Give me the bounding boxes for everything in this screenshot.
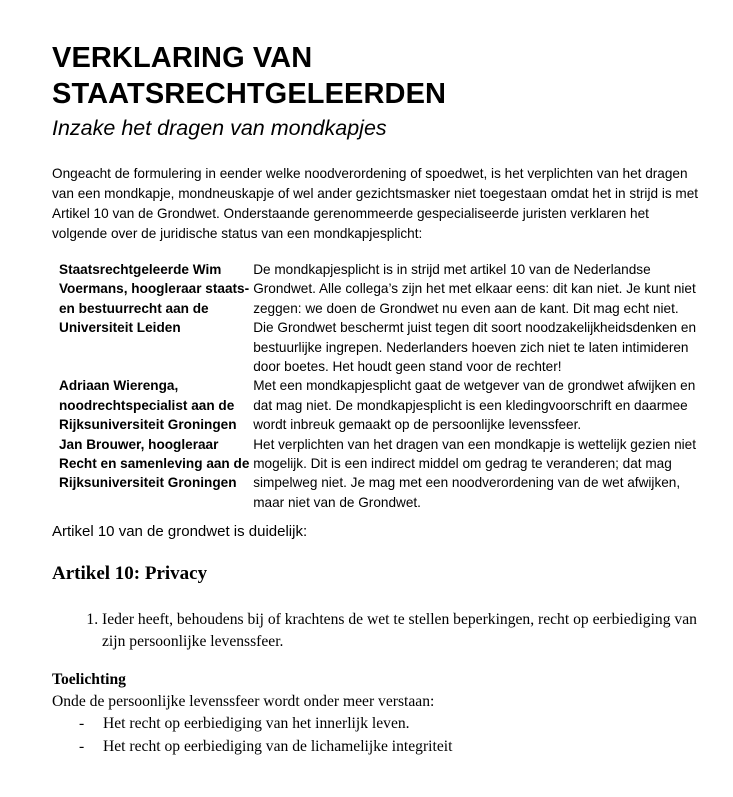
- statement-text: Met een mondkapjesplicht gaat de wetgever van de grondwet afwijken en dat mag niet. De mondkapjesplicht is een kledingvoorschrift en daarmee wordt inbreuk gemaakt op de persoonlijke levenssfeer.: [253, 378, 696, 433]
- artikel-heading: Artikel 10: Privacy: [52, 563, 208, 585]
- statements-table: [59, 260, 699, 512]
- list-item: [52, 735, 712, 758]
- document-page: [52, 40, 712, 758]
- document-title: VERKLARING VAN STAATSRECHTGELEERDEN: [52, 42, 447, 110]
- dash-bullet: -: [79, 738, 85, 756]
- statement-author: Adriaan Wierenga, noodrechtspecialist aan de Rijksuniversiteit Groningen: [59, 378, 237, 433]
- document-subtitle: Inzake het dragen van mondkapjes: [52, 116, 387, 140]
- artikel-item: 1. Ieder heeft, behoudens bij of krachtens de wet te stellen beperkingen, recht op eerbiediging van zijn persoonlijke levenssfeer.: [102, 609, 712, 653]
- statement-author: Jan Brouwer, hoogleraar Recht en samenleving aan de Rijksuniversiteit Groningen: [59, 436, 250, 491]
- statement-text: De mondkapjesplicht is in strijd met artikel 10 van de Nederlandse Grondwet. Alle collega’s zijn het met elkaar eens: dit kan niet. Je kunt niet zeggen: we doen de Grondwet nu even aan de kant. Dit mag echt niet. Die Grondwet beschermt juist tegen dit soort noodzakelijkheidsdenken en bestuurlijke ingrepen. Nederlanders hoeven zich niet te laten intimideren door boetes. Het houdt geen stand voor de rechter!: [253, 262, 697, 375]
- statement-row: [59, 435, 699, 513]
- intro-paragraph: Ongeacht de formulering in eender welke noodverordening of spoedwet, is het verplichten van het dragen van een mondkapje, mondneuskapje of wel ander gezichtsmasker niet toegestaan omdat het in strijd is met Artikel 10 van de Grondwet. Onderstaande gerenommeerde gespecialiseerde juristen verklaren het volgende over de juridische status van een mondkapjesplicht:: [52, 166, 699, 241]
- list-item-text: Het recht op eerbiediging van het innerlijk leven.: [103, 715, 410, 733]
- list-item: [52, 712, 712, 735]
- statement-row: [59, 260, 699, 376]
- statement-row: [59, 376, 699, 434]
- statement-author: Staatsrechtgeleerde Wim Voermans, hoogleraar staats- en bestuurrecht aan de Universiteit Leiden: [59, 262, 250, 336]
- toelichting-heading: Toelichting: [52, 671, 126, 689]
- statement-text: Het verplichten van het dragen van een mondkapje is wettelijk gezien niet mogelijk. Dit is een indirect middel om gedrag te veranderen; dat mag simpelweg niet. Je mag met een noodverordening van de wet afwijken, maar niet van de Grondwet.: [253, 436, 697, 510]
- toelichting-list: [52, 712, 712, 758]
- artikel-reference: Artikel 10 van de grondwet is duidelijk:: [52, 523, 308, 541]
- toelichting-intro: Onde de persoonlijke levenssfeer wordt onder meer verstaan:: [52, 693, 435, 711]
- artikel-list: [52, 609, 712, 653]
- dash-bullet: -: [79, 715, 85, 733]
- list-item-text: Het recht op eerbiediging van de lichamelijke integriteit: [103, 738, 453, 756]
